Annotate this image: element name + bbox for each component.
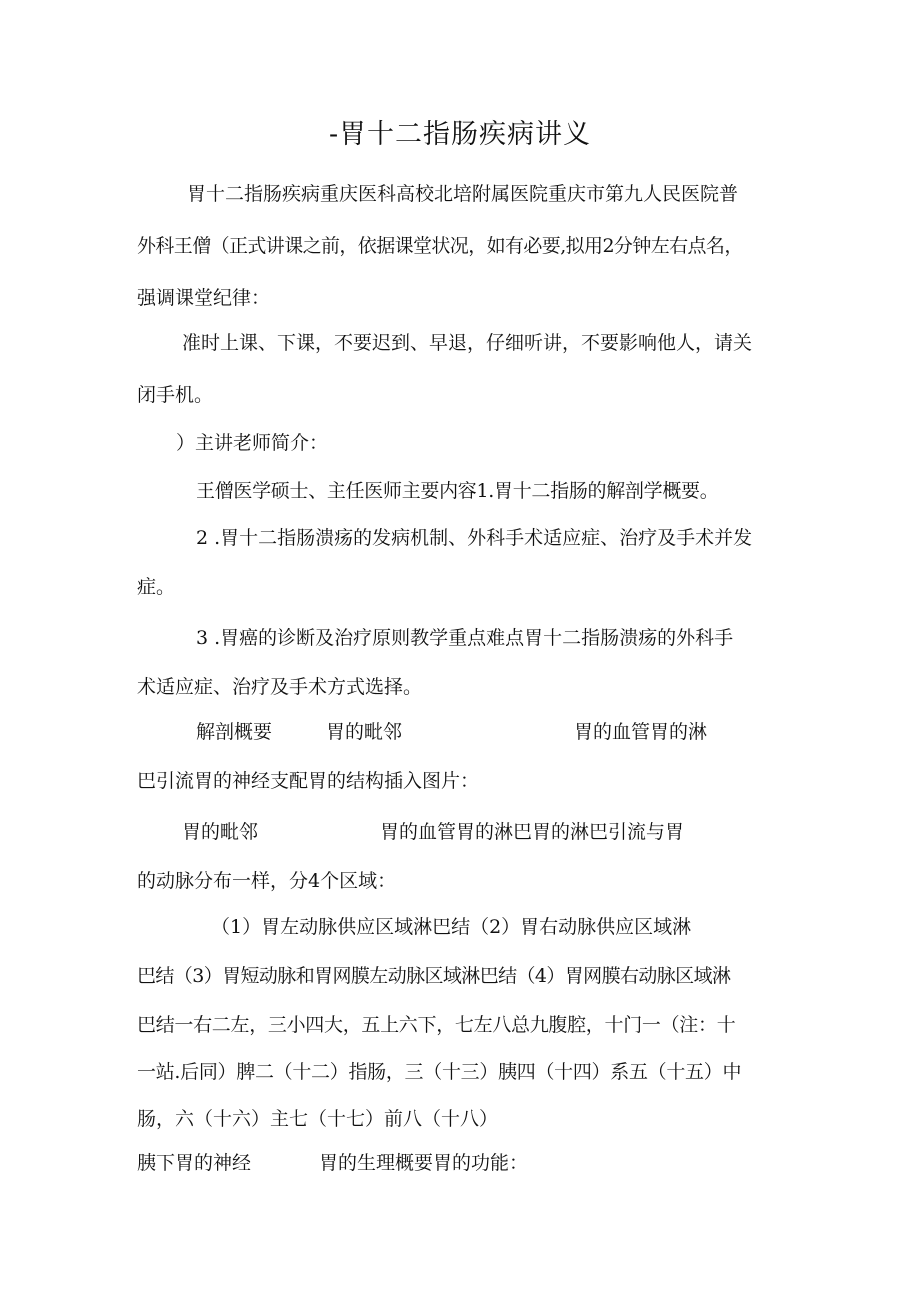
paragraph-line: 胃的毗邻 [182, 821, 259, 843]
paragraph-line: 巴结一右二左，三小四大，五上六下，七左八总九腹腔，十门一（注：十 [137, 1014, 736, 1036]
paragraph-line: 准时上课、下课，不要迟到、早退，仔细听讲，不要影响他人，请关 [182, 332, 753, 354]
paragraph-line: 胰下胃的神经 [137, 1152, 252, 1174]
paragraph-line: 外科王僧（正式讲课之前，依据课堂状况，如有必要,拟用2分钟左右点名， [137, 235, 743, 257]
paragraph-line: 症。 [137, 576, 176, 598]
paragraph-line: 胃的血管胃的淋巴胃的淋巴引流与胃 [380, 821, 685, 843]
paragraph-line: 巴引流胃的神经支配胃的结构插入图片： [137, 770, 480, 792]
paragraph-line: 肠，六（十六）主七（十七）前八（十八） [137, 1108, 499, 1130]
paragraph-line: ）主讲老师简介： [176, 432, 329, 454]
paragraph-line: 一站.后同）脾二（十二）指肠，三（十三）胰四（十四）系五（十五）中 [137, 1061, 742, 1083]
paragraph-line: 胃的生理概要胃的功能： [319, 1152, 529, 1174]
paragraph-line: 闭手机。 [137, 384, 214, 406]
paragraph-line: 胃十二指肠疾病重庆医科高校北培附属医院重庆市第九人民医院普 [187, 183, 739, 205]
paragraph-line: 胃的毗邻 [326, 721, 403, 743]
paragraph-line: 胃的血管胃的淋 [574, 721, 708, 743]
paragraph-line: 术适应症、治疗及手术方式选择。 [137, 676, 423, 698]
paragraph-line: 3 .胃癌的诊断及治疗原则教学重点难点胃十二指肠溃疡的外科手 [196, 627, 734, 649]
paragraph-line: 王僧医学硕士、主任医师主要内容1.胃十二指肠的解剖学概要。 [196, 480, 719, 502]
paragraph-line: 2 .胃十二指肠溃疡的发病机制、外科手术适应症、治疗及手术并发 [196, 527, 753, 549]
paragraph-line: 的动脉分布一样，分4个区域： [137, 870, 397, 892]
paragraph-line: 强调课堂纪律： [137, 287, 271, 309]
page-title: -胃十二指肠疾病讲义 [328, 119, 592, 150]
paragraph-line: 巴结（3）胃短动脉和胃网膜左动脉区域淋巴结（4）胃网膜右动脉区域淋 [137, 965, 731, 987]
paragraph-line: （1）胃左动脉供应区域淋巴结（2）胃右动脉供应区域淋 [211, 916, 692, 938]
paragraph-line: 解剖概要 [196, 721, 273, 743]
